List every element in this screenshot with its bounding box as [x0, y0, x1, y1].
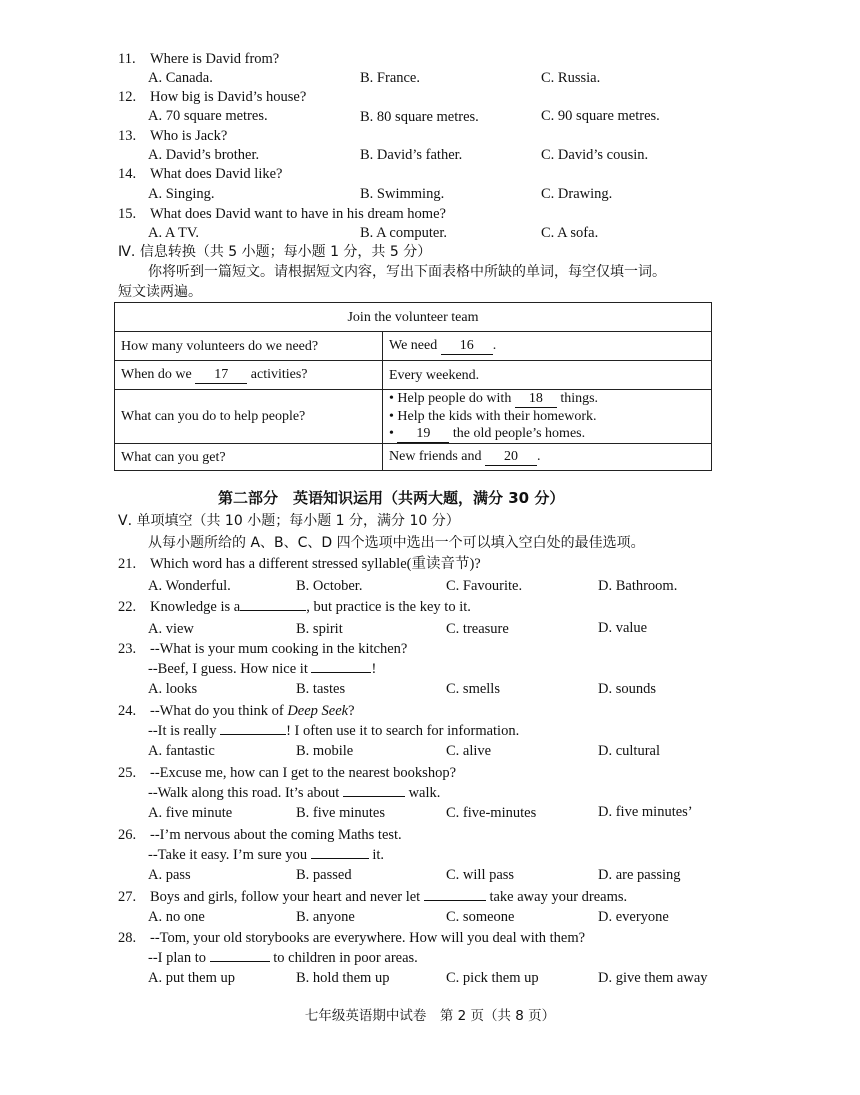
question-21-option-b: B. October.	[296, 578, 363, 594]
question-26-line-1: 26. --I’m nervous about the coming Maths test.	[118, 827, 402, 843]
question-24-line-2: --It is really ! I often use it to search for information.	[148, 723, 520, 739]
question-14-option-c: C. Drawing.	[541, 186, 613, 202]
question-22-stem: 22. Knowledge is a , but practice is the key to it.	[118, 599, 471, 615]
question-28-line-2: --I plan to to children in poor areas.	[148, 950, 418, 966]
section-5-instruction: 从每小题所给的 A、B、C、D 四个选项中选出一个可以填入空白处的最佳选项。	[148, 535, 645, 551]
table-cell-answer-20: New friends and 20 .	[383, 444, 712, 471]
blank-25[interactable]	[343, 796, 405, 797]
question-14-option-b: B. Swimming.	[360, 186, 445, 202]
page-footer: 七年级英语期中试卷 第 2 页（共 8 页）	[304, 1008, 556, 1024]
question-22-option-b: B. spirit	[296, 621, 343, 637]
blank-22[interactable]	[240, 610, 306, 611]
question-12-option-a: A. 70 square metres.	[148, 108, 268, 124]
question-13-stem: 13. Who is Jack?	[118, 128, 228, 144]
question-27-option-c: C. someone	[446, 909, 515, 925]
section-4-heading: Ⅳ. 信息转换（共 5 小题；每小题 1 分，共 5 分）	[118, 244, 432, 260]
table-cell-question-when: When do we 17 activities?	[115, 361, 383, 390]
question-11-option-a: A. Canada.	[148, 70, 213, 86]
question-12-option-b: B. 80 square metres.	[360, 109, 479, 125]
blank-28[interactable]	[210, 961, 270, 962]
help-bullet-2: • Help the kids with their homework.	[389, 409, 597, 424]
question-25-option-a: A. five minute	[148, 805, 233, 821]
question-11-option-c: C. Russia.	[541, 70, 601, 86]
section-4-instruction-cont: 短文读两遍。	[118, 284, 202, 300]
table-cell-question-volunteers: How many volunteers do we need?	[115, 332, 383, 361]
question-21-option-d: D. Bathroom.	[598, 578, 678, 594]
table-cell-question-help: What can you do to help people?	[115, 390, 383, 444]
question-28-option-c: C. pick them up	[446, 970, 539, 986]
question-13-option-c: C. David’s cousin.	[541, 147, 649, 163]
question-26-option-b: B. passed	[296, 867, 352, 883]
help-bullet-3: • 19 the old people’s homes.	[389, 426, 586, 441]
question-28-option-a: A. put them up	[148, 970, 235, 986]
question-21-stem: 21. Which word has a different stressed syllable(重读音节)?	[118, 556, 481, 572]
section-5-heading: Ⅴ. 单项填空（共 10 小题；每小题 1 分，满分 10 分）	[118, 513, 460, 529]
volunteer-info-table	[114, 302, 712, 471]
question-14-stem: 14. What does David like?	[118, 166, 283, 182]
question-24-option-a: A. fantastic	[148, 743, 215, 759]
question-28-line-1: 28. --Tom, your old storybooks are everywhere. How will you deal with them?	[118, 930, 586, 946]
question-25-option-c: C. five-minutes	[446, 805, 537, 821]
blank-27[interactable]	[424, 900, 486, 901]
question-14-option-a: A. Singing.	[148, 186, 215, 202]
table-cell-question-get: What can you get?	[115, 444, 383, 471]
question-12-option-c: C. 90 square metres.	[541, 108, 660, 124]
question-24-option-d: D. cultural	[598, 743, 661, 759]
question-15-option-a: A. A TV.	[148, 225, 200, 241]
question-26-option-c: C. will pass	[446, 867, 515, 883]
question-26-line-2: --Take it easy. I’m sure you it.	[148, 847, 385, 863]
question-24-line-1: 24. --What do you think of Deep Seek?	[118, 703, 355, 719]
question-26-option-d: D. are passing	[598, 867, 681, 883]
question-27-stem: 27. Boys and girls, follow your heart and never let take away your dreams.	[118, 889, 628, 905]
question-22-option-c: C. treasure	[446, 621, 509, 637]
question-23-option-d: D. sounds	[598, 681, 657, 697]
blank-16[interactable]: 16	[441, 337, 493, 355]
question-23-line-2: --Beef, I guess. How nice it !	[148, 661, 377, 677]
blank-20[interactable]: 20	[485, 448, 537, 466]
blank-26[interactable]	[311, 858, 369, 859]
question-24-option-c: C. alive	[446, 743, 492, 759]
blank-18[interactable]: 18	[515, 390, 557, 408]
question-23-option-b: B. tastes	[296, 681, 346, 697]
question-26-option-a: A. pass	[148, 867, 191, 883]
question-27-option-a: A. no one	[148, 909, 205, 925]
question-28-option-b: B. hold them up	[296, 970, 390, 986]
question-22-option-d: D. value	[598, 620, 648, 636]
question-11-option-b: B. France.	[360, 70, 420, 86]
table-cell-answer-16: We need 16 .	[383, 332, 712, 361]
part-2-heading: 第二部分 英语知识运用（共两大题，满分 30 分）	[218, 489, 565, 507]
question-21-option-c: C. Favourite.	[446, 578, 523, 594]
question-25-option-d: D. five minutes’	[598, 804, 693, 820]
question-21-option-a: A. Wonderful.	[148, 578, 231, 594]
question-13-option-a: A. David’s brother.	[148, 147, 260, 163]
question-12-stem: 12. How big is David’s house?	[118, 89, 307, 105]
question-15-option-c: C. A sofa.	[541, 225, 599, 241]
blank-23[interactable]	[311, 672, 371, 673]
question-23-option-c: C. smells	[446, 681, 500, 697]
blank-19[interactable]: 19	[397, 425, 449, 443]
question-25-line-1: 25. --Excuse me, how can I get to the nearest bookshop?	[118, 765, 457, 781]
question-25-line-2: --Walk along this road. It’s about walk.	[148, 785, 441, 801]
question-27-option-b: B. anyone	[296, 909, 355, 925]
question-23-option-a: A. looks	[148, 681, 198, 697]
question-23-line-1: 23. --What is your mum cooking in the kitchen?	[118, 641, 408, 657]
question-27-option-d: D. everyone	[598, 909, 669, 925]
blank-17[interactable]: 17	[195, 366, 247, 384]
question-25-option-b: B. five minutes	[296, 805, 386, 821]
blank-24[interactable]	[220, 734, 286, 735]
question-13-option-b: B. David’s father.	[360, 147, 463, 163]
question-15-stem: 15. What does David want to have in his dream home?	[118, 206, 446, 222]
question-11-stem: 11. Where is David from?	[118, 51, 280, 67]
help-bullet-1: • Help people do with 18 things.	[389, 391, 599, 406]
table-cell-answer-help	[383, 390, 712, 444]
question-15-option-b: B. A computer.	[360, 225, 447, 241]
section-4-instruction: 你将听到一篇短文。请根据短文内容，写出下面表格中所缺的单词，每空仅填一词。	[148, 264, 666, 280]
question-22-option-a: A. view	[148, 621, 194, 637]
table-title: Join the volunteer team	[115, 303, 712, 332]
table-cell-answer-weekend: Every weekend.	[383, 361, 712, 390]
question-28-option-d: D. give them away	[598, 970, 708, 986]
question-24-option-b: B. mobile	[296, 743, 354, 759]
